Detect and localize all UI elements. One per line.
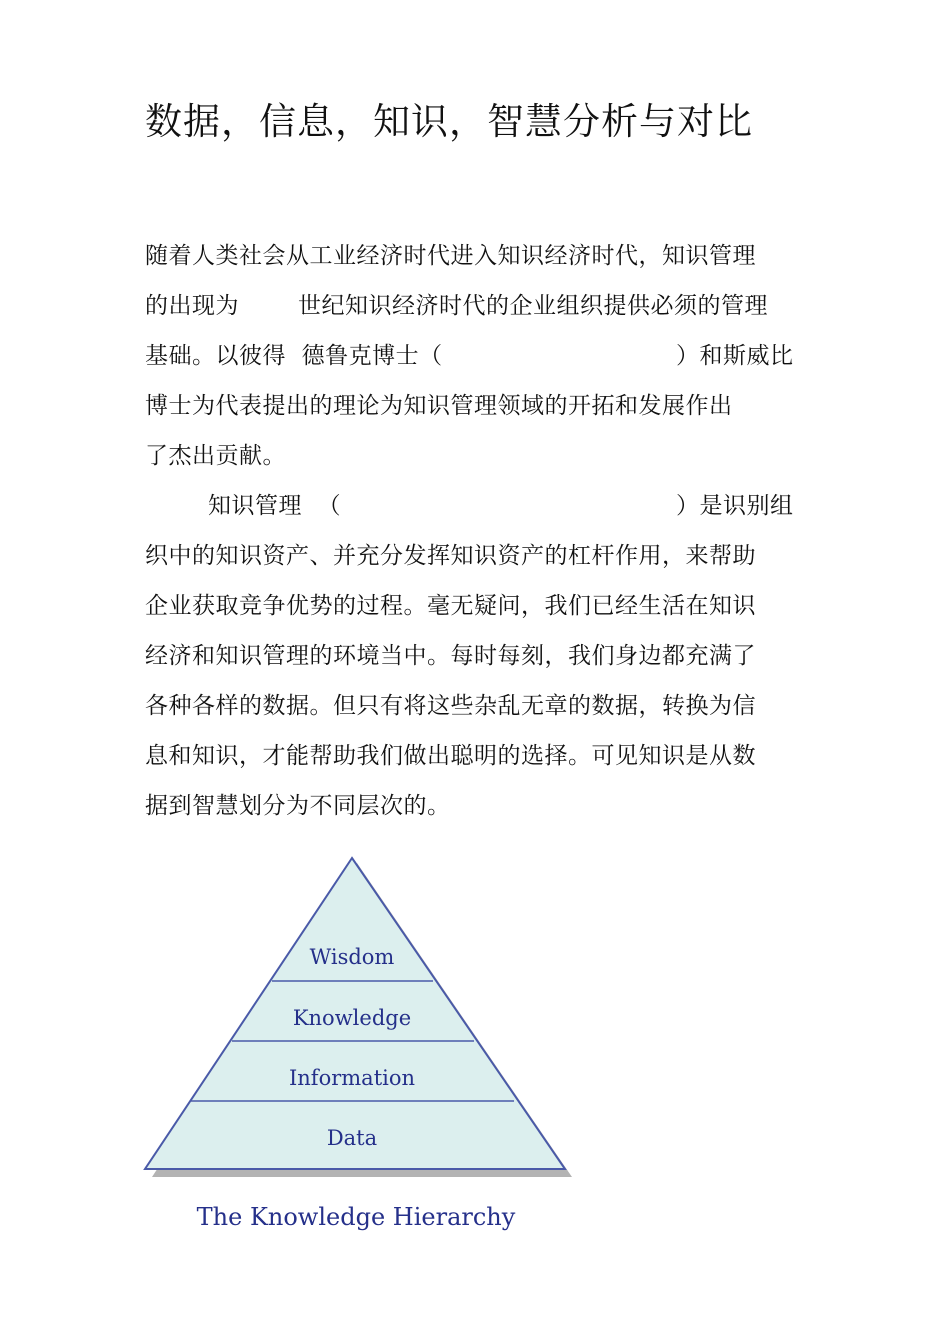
level-label-information: Information <box>288 1066 416 1090</box>
paragraph-line: 据到智慧划分为不同层次的。 <box>145 793 451 819</box>
diagram-caption: The Knowledge Hierarchy <box>196 1203 516 1231</box>
paragraph-line: 经济和知识管理的环境当中。每时每刻，我们身边都充满了 <box>145 643 756 669</box>
page-title: 数据，信息，知识，智慧分析与对比 <box>145 100 753 143</box>
level-label-knowledge: Knowledge <box>292 1006 412 1030</box>
paragraph-line: 知识管理 （ <box>208 493 342 519</box>
level-label-wisdom: Wisdom <box>309 945 395 969</box>
paragraph-line: 博士为代表提出的理论为知识管理领域的开拓和发展作出 <box>145 393 733 419</box>
paragraph-line: 基础。以彼得 德鲁克博士（ <box>145 343 443 369</box>
level-label-data: Data <box>326 1126 378 1150</box>
knowledge-hierarchy-diagram <box>140 855 580 1245</box>
paragraph-line: 随着人类社会从工业经济时代进入知识经济时代，知识管理 <box>145 243 756 269</box>
paragraph-line: ）和斯威比 <box>676 343 794 369</box>
paragraph-line: 息和知识，才能帮助我们做出聪明的选择。可见知识是从数 <box>145 743 756 769</box>
paragraph-line: ）是识别组 <box>676 493 794 519</box>
paragraph-line: 的出现为 <box>145 293 239 319</box>
paragraph-line: 织中的知识资产、并充分发挥知识资产的杠杆作用，来帮助 <box>145 543 756 569</box>
paragraph-line: 各种各样的数据。但只有将这些杂乱无章的数据，转换为信 <box>145 693 756 719</box>
paragraph-line: 了杰出贡献。 <box>145 443 286 469</box>
paragraph-line: 世纪知识经济时代的企业组织提供必须的管理 <box>298 293 768 319</box>
paragraph-line: 企业获取竞争优势的过程。毫无疑问，我们已经生活在知识 <box>145 593 756 619</box>
